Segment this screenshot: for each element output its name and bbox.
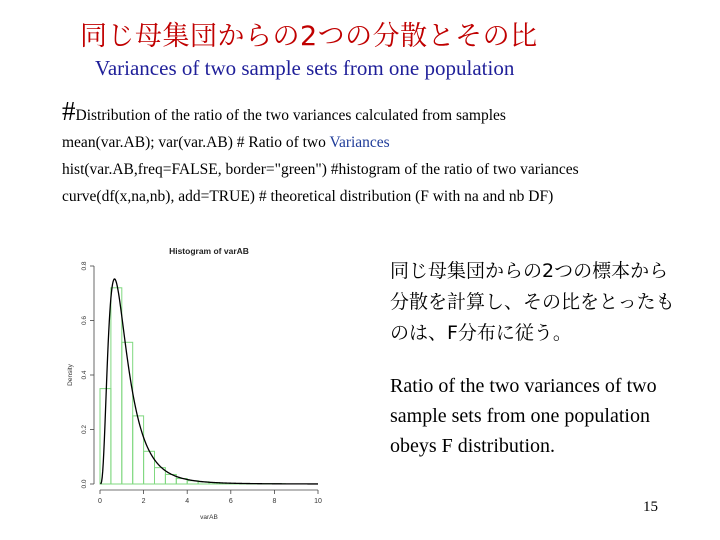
code-line-2-accent: Variances	[329, 134, 390, 151]
histogram-bar	[111, 288, 122, 484]
code-block	[62, 98, 702, 210]
x-tick-label: 2	[141, 498, 146, 505]
code-line-1	[62, 98, 702, 129]
y-tick-label: 0.4	[81, 370, 88, 380]
english-note: Ratio of the two variances of two sample sets from one population obeys F distribution.	[390, 375, 657, 457]
histogram-bar	[133, 416, 144, 484]
y-tick-label: 0.0	[81, 479, 88, 489]
y-tick-label: 0.6	[81, 315, 88, 326]
slide-title: 同じ母集団からの2つの分散とその比	[80, 21, 538, 52]
slide-subtitle: Variances of two sample sets from one population	[95, 56, 515, 80]
comment-hash: #	[62, 96, 76, 126]
page-number: 15	[643, 499, 658, 515]
y-axis-label: Density	[67, 364, 74, 386]
x-tick-label: 8	[272, 498, 277, 505]
code-line-4: curve(df(x,na,nb), add=TRUE) # theoretical distribution (F with na and nb DF)	[62, 188, 554, 205]
histogram-bar	[122, 342, 133, 484]
code-line-2-text: mean(var.AB); var(var.AB) # Ratio of two	[62, 134, 330, 151]
x-tick-label: 4	[185, 498, 190, 505]
y-tick-label: 0.2	[81, 424, 88, 435]
code-line-1-text: Distribution of the ratio of the two variances calculated from samples	[75, 107, 506, 124]
histogram-figure	[56, 240, 346, 530]
x-tick-label: 0	[98, 498, 102, 505]
x-axis-label: varAB	[200, 514, 218, 521]
japanese-note: 同じ母集団からの2つの標本から分散を計算し、その比をとったものは、F分布に従う。	[390, 260, 675, 344]
code-line-2	[62, 129, 702, 156]
histogram-chart	[56, 240, 346, 530]
x-tick-label: 6	[228, 498, 233, 505]
chart-title: Histogram of varAB	[169, 246, 249, 256]
code-line-3: hist(var.AB,freq=FALSE, border="green") #histogram of the ratio of two variances	[62, 161, 579, 178]
x-tick-label: 10	[314, 498, 322, 505]
y-tick-label: 0.8	[81, 261, 88, 271]
